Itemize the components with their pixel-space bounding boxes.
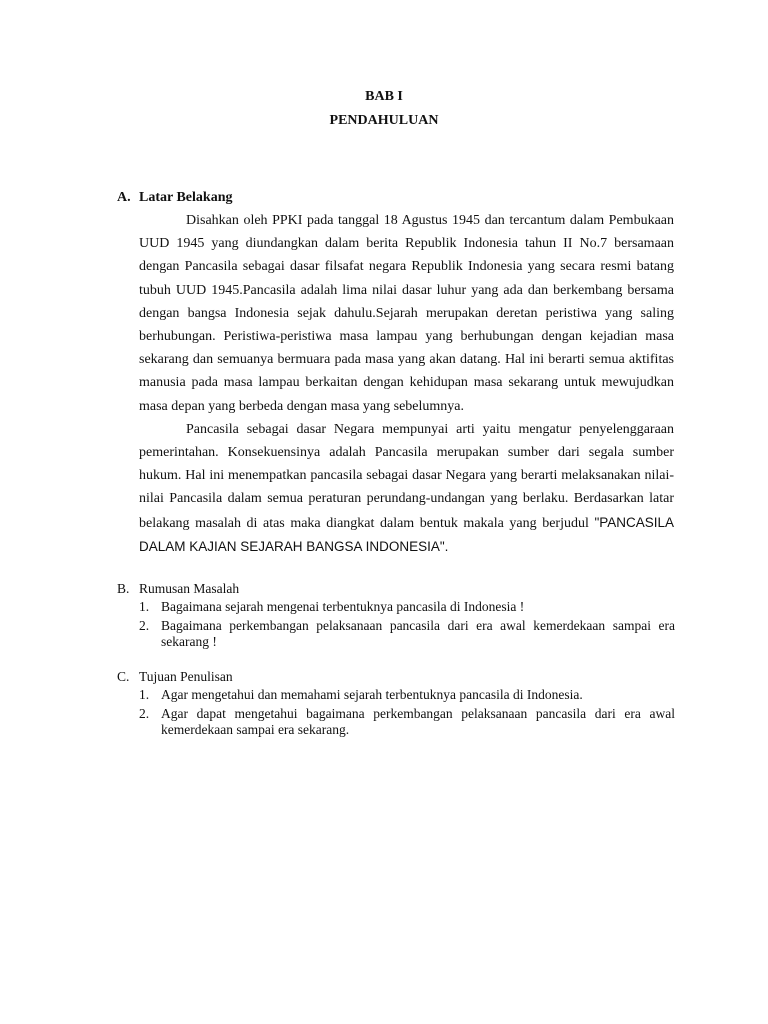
problem-list — [117, 599, 675, 653]
list-item — [117, 706, 675, 739]
list-item — [117, 687, 675, 704]
list-item-number: 1. — [139, 599, 150, 614]
list-item-text: Agar dapat mengetahui bagaimana perkembangan pelaksanaan pancasila dari era awal kemerdekaan sampai era sekarang. — [161, 705, 675, 737]
chapter-title: PENDAHULUAN — [329, 113, 439, 128]
section-b-letter: B. — [117, 581, 130, 596]
list-item-text: Agar mengetahui dan memahami sejarah terbentuknya pancasila di Indonesia. — [161, 687, 583, 702]
list-item-text: Bagaimana sejarah mengenai terbentuknya pancasila di Indonesia ! — [161, 599, 525, 614]
list-item-number: 1. — [139, 687, 150, 702]
section-b-title: Rumusan Masalah — [139, 581, 240, 596]
paragraph-2 — [139, 418, 674, 559]
list-item-text: Bagaimana perkembangan pelaksanaan pancasila dari era awal kemerdekaan sampai era sekarang ! — [161, 617, 675, 649]
section-b-heading — [117, 581, 239, 597]
list-item — [117, 599, 675, 616]
paragraph-1: Disahkan oleh PPKI pada tanggal 18 Agustus 1945 dan tercantum dalam Pembukaan UUD 1945 yang diundangkan dalam berita Republik Indonesia tahun II No.7 bersamaan dengan Pancasila sebagai dasar filsafat negara Republik Indonesia yang secara resmi batang tubuh UUD 1945.Pancasila adalah lima nilai dasar luhur yang ada dan berkembang bersama dengan bangsa Indonesia sejak dahulu.Sejarah merupakan deretan peristiwa yang saling berhubungan. Peristiwa-peristiwa masa lampau yang berhubungan dengan kejadian masa sekarang dan semuanya bermuara pada masa yang akan datang. Hal ini berarti semua aktifitas manusia pada masa lampau berkaitan dengan kehidupan masa sekarang untuk mewujudkan masa depan yang berbeda dengan masa yang sebelumnya. — [139, 213, 674, 414]
section-c-letter: C. — [117, 669, 130, 684]
section-c-heading — [117, 669, 233, 685]
paper-title-quote: "PANCASILA DALAM KAJIAN SEJARAH BANGSA INDONESIA". — [139, 514, 675, 554]
section-a-letter: A. — [117, 190, 131, 205]
section-a-body — [139, 209, 674, 559]
section-a-title: Latar Belakang — [139, 190, 233, 205]
list-item-number: 2. — [139, 705, 150, 721]
paragraph-2-text: Pancasila sebagai dasar Negara mempunyai arti yaitu mengatur penyelenggaraan pemerintahan. Konsekuensinya adalah Pancasila merupakan sumber dari segala sumber hukum. Hal ini menempatkan pancasila sebagai dasar Negara yang berarti melaksanakan nilai-nilai Pancasila dalam semua peraturan perundang-undangan yang berlaku. Berdasarkan latar belakang masalah di atas maka diangkat dalam bentuk makala yang berjudul — [139, 421, 674, 531]
list-item — [117, 618, 675, 651]
section-a-heading — [117, 190, 232, 206]
chapter-label: BAB I — [365, 89, 403, 104]
list-item-number: 2. — [139, 617, 150, 633]
section-c-title: Tujuan Penulisan — [139, 669, 233, 684]
objective-list — [117, 687, 675, 741]
